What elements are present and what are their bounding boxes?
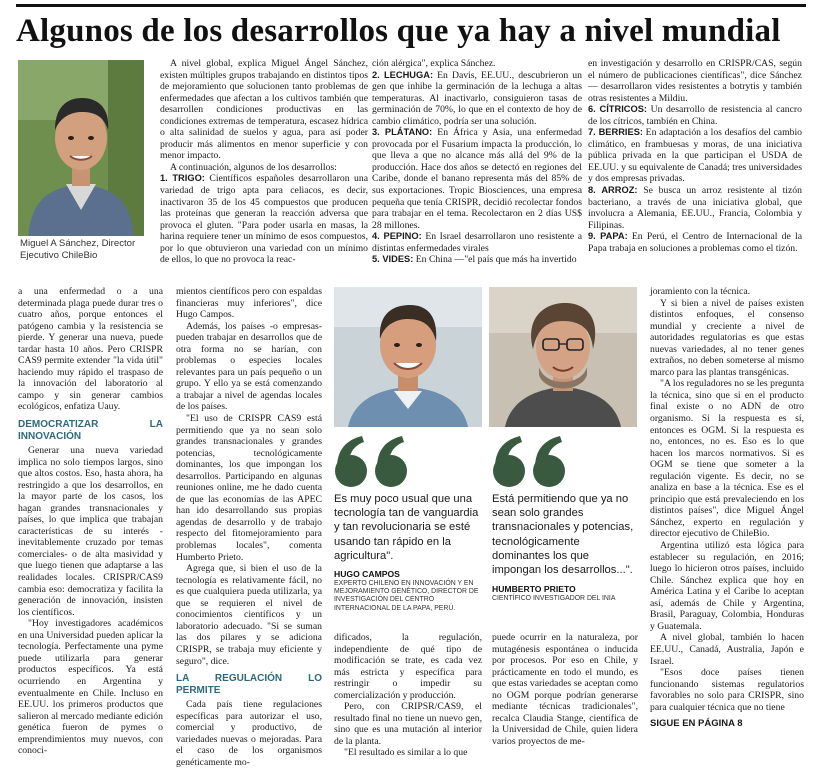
paragraph: Y si bien a nivel de países existen distintos enfoques, el consenso mundial y creciente a nivel de autoridades regulatorias es que estas nuevas variedades, al no tener genes extraños, no deben someterse al mismo marco para las plantas transgénicas.: [650, 297, 804, 378]
quote-mark-icon: [492, 436, 572, 488]
list-item: [588, 185, 802, 231]
paragraph: mientos científicos pero con espaldas financieras muy inferiores", dice Hugo Campos.: [176, 286, 322, 321]
paragraph: Agrega que, si bien el uso de la tecnología es relativamente fácil, no es que cualquiera pueda utilizarla, ya que se requieren el nivel de conocimientos científicos y un laboratorio adecuado. "Si se suman las dos pilares y se adiciona CRISPR, se trabaja muy eficiente y seguro", dice.: [176, 563, 322, 667]
paragraph: en investigación y desarrollo en CRISPR/CAS, según el número de publicaciones científicas", dice Sánchez— desarrollaron vides resistentes a botrytis y también otras resistentes a Mildiu.: [588, 58, 802, 104]
paragraph: "A los reguladores no se les pregunta la técnica, sino que si en el producto final existe o no ADN de otro organismo. Si la respuesta es sí, entonces es OGM. Si la respuesta es no, entonces, no es. Eso es lo que hacen los marcos normativos. Si es OGM se tiene que someter a la regulación vigente. Es decir, no se analiza en base a la técnica. Ese es el principio que está prevaleciendo en los distintos países", dice Miguel Ángel Sánchez, experto en regulación y director ejecutivo de ChileBio.: [650, 378, 804, 540]
paragraph: Argentina utilizó esta lógica para establecer su regulación, en 2016; luego lo hicieron otros países, incluido Chile. Sánchez explica que hoy en América Latina y el Caribe lo aceptan así, además de Chile y Argentina, Brasil, Paraguay, Colombia, Honduras y Guatemala.: [650, 540, 804, 632]
quote-author-role: EXPERTO CHILENO EN INNOVACIÓN Y EN MEJORAMIENTO GENÉTICO, DIRECTOR DE INVESTIGACIÓN DEL CENTRO INTERNACIONAL DE LA PAPA, PERÚ.: [334, 580, 479, 612]
paragraph: A nivel global, también lo hacen EE.UU., Canadá, Australia, Japón e Israel.: [650, 632, 804, 667]
paragraph: A nivel global, explica Miguel Ángel Sánchez, existen múltiples grupos trabajando en distintos tipos de mejoramiento que solucionen tanto problemas de enfermedades que afectan a los cultivos también que desarrollen condiciones productivas en las condiciones extremas de temperatura, escasez hídrica o alta salinidad de suelos y agua, para así poder producir más alimentos en menor superficie y con menor impacto.: [160, 58, 368, 162]
upper-column-3: [588, 58, 802, 264]
paragraph: "El uso de CRISPR CAS9 está permitiendo que ya no sean solo grandes transnacionales y grandes potencias, tecnológicamente dominantes, los que impongan los desarrollos. Participando en algunas reuniones online, me he dado cuenta de que las economías de las APEC han ido desarrollando sus propias agendas de desarrollo y de trabajo respecto del fitomejoramiento para problemas locales", comenta Humberto Prieto.: [176, 413, 322, 563]
item-text: En África y Asia, una enfermedad provocada por el Fusarium impacta la producción, lo que lleva a que no alcance más allá del 9% de la producción. Hace dos años se detectó en regiones del Caribe, donde el banano representa más del 85% de sus exportaciones. Tropic Biosciences, una empresa pequeña que tenía CRISPR, decidió recolectar fondos para trabajar en el tema. Recolectaron en 2 días US$ 28 millones.: [372, 127, 582, 231]
photo-hugo-campos: [334, 287, 482, 427]
paragraph: Pero, con CRIPSR/CAS9, el resultado final no tiene un nuevo gen, sino que es una mutación al interior de la planta.: [334, 701, 482, 747]
item-label: 7. BERRIES:: [588, 127, 643, 138]
photo-caption: Miguel A Sánchez, Director Ejecutivo ChileBio: [20, 238, 136, 261]
item-label: 5. VIDES:: [372, 254, 414, 265]
quote-text: Es muy poco usual que una tecnología tan de vanguardia y tan revolucionaria se esté usando tan rápido en la agricultura".: [334, 493, 479, 562]
top-rule: [16, 4, 806, 7]
item-label: 3. PLÁTANO:: [372, 127, 433, 138]
item-label: 6. CÍTRICOS:: [588, 104, 648, 115]
lower-column-3: [334, 632, 482, 762]
paragraph: Además, los países -o empresas- pueden trabajar en desarrollos que de otra forma no se harían, con problemas o especies locales relevantes para un país pequeño o un grupo. Y ello ya se está comenzando a trabajar a nivel de agendas locales de los países.: [176, 320, 322, 413]
item-text: En Perú, el Centro de Internacional de la Papa trabaja en soluciones a problemas como el tizón.: [588, 231, 802, 254]
item-text: Se busca un arroz resistente al tizón bacteriano, a través de una iniciativa global, que involucra a Alemania, EE.UU., Francia, Colombia y Filipinas.: [588, 185, 802, 231]
paragraph: joramiento con la técnica.: [650, 286, 751, 297]
lower-column-5: [650, 286, 804, 762]
lower-column-1: [18, 286, 163, 762]
paragraph: A continuación, algunos de los desarrollos:: [170, 161, 337, 173]
upper-column-1: [160, 58, 368, 264]
quote-author: HUGO CAMPOS: [334, 569, 400, 579]
section-subhead: DEMOCRATIZAR LA INNOVACIÓN: [18, 419, 163, 442]
item-text: En Davis, EE.UU., descubrieron un gen que inhibe la germinación de la lechuga a altas temperaturas. Al inactivarlo, consiguieron tasas de germinación de 70%, lo que en el contexto de hoy de cambio climático, podría ser una solución.: [372, 69, 582, 127]
list-item: [160, 173, 368, 265]
paragraph: "Esos doce países tienen funcionando sistemas regulatorios favorables no solo para CRISPR, sino para cualquier técnica que no tiene: [650, 667, 804, 713]
quote-author: HUMBERTO PRIETO: [492, 584, 576, 594]
upper-column-2: [372, 58, 582, 264]
paragraph: ción alérgica", explica Sánchez.: [372, 58, 496, 69]
section-subhead: LA REGULACIÓN LO PERMITE: [176, 673, 322, 696]
photo-miguel-sanchez: [18, 60, 144, 236]
paragraph: "Hoy investigadores académicos en una Universidad pueden aplicar la tecnología. Perfectamente una pyme puede utilizarla para generar productos específicos. Ya está ocurriendo en Argentina y eventualmente en Chile. Incluso en EE.UU. los primeros productos que salieron al mercado mediante edición genética fueron de pymes o emprendimientos muy nuevos, con conoci-: [18, 618, 163, 757]
quote-author-role: CIENTÍFICO INVESTIGADOR DEL INIA: [492, 595, 616, 602]
page-headline: Algunos de los desarrollos que ya hay a nivel mundial: [16, 13, 781, 49]
paragraph: "El resultado es similar a lo que: [344, 747, 468, 759]
paragraph: Generar una nueva variedad implica no solo tiempos largos, sino que altos costos. Eso, hasta ahora, ha restringido a que los desarrollos, en la mayor parte de los casos, los hagan grandes transnacionales y países, lo que implica que trabajan características de su interés -inevitablemente cruzado por temas comerciales- o de alta masividad y que luego tienen que adaptarse a las realidades locales. CRISPR/CAS9 cambia eso: democratiza y facilita la generación de innovación, insisten los científicos.: [18, 445, 163, 618]
continued-on-page-link[interactable]: SIGUE EN PÁGINA 8: [650, 718, 743, 730]
item-label: 8. ARROZ:: [588, 185, 638, 196]
item-label: 2. LECHUGA:: [372, 69, 434, 80]
paragraph: a una enfermedad o a una determinada plaga puede durar tres o cuatro años, porque entonces el patógeno cambia y la resistencia se pierde. Y generar una nueva, puede tardar hasta 10 años. Pero CRISPR CAS9 permite extender "la vida útil" haciendo muy rápido el traspaso de la innovación del laboratorio al campo y sin generar cambios ecológicos, enfatiza Uauy.: [18, 286, 163, 413]
item-text: Un desarrollo de resistencia al cancro de los cítricos, también en China.: [588, 104, 802, 127]
paragraph: dificados, la regulación, independiente de qué tipo de modificación se trate, es cada vez más estricta y específica para restringir o impedir su comercialización y producción.: [334, 632, 482, 701]
lower-column-2: [176, 286, 322, 768]
list-item: [372, 231, 582, 254]
list-item: [372, 70, 582, 128]
quote-mark-icon: [334, 436, 414, 488]
list-item: [588, 231, 802, 254]
lower-column-4: [492, 632, 638, 762]
paragraph: Cada país tiene regulaciones específicas para autorizar el uso, comercial y productivo, de variedades nuevas o mejoradas. Para el caso de los organismos genéticamente mo-: [176, 699, 322, 768]
list-item: [372, 254, 582, 266]
item-label: 4. PEPINO:: [372, 231, 422, 242]
item-label: 1. TRIGO:: [160, 173, 205, 184]
list-item: [588, 127, 802, 185]
item-label: 9. PAPA:: [588, 231, 628, 242]
item-text: Científicos españoles desarrollaron una variedad de trigo apta para celiacos, es decir, inactivaron 35 de los 45 compuestos que producen las proteínas que generan la reacción adversa que provoca el gluten. "Para poder usarla en masas, la harina requiere tener un mínimo de esos compuestos, por lo que obtuvieron una variedad con un mínimo de ellos, lo que no provoca la reac-: [160, 173, 368, 266]
list-item: [372, 127, 582, 231]
paragraph: puede ocurrir en la naturaleza, por mutagénesis espontánea o inducida por procesos. Por eso en Chile, y prácticamente en todo el mundo, es que estas variedades se aceptan como no OGM porque podrían generarse mediante técnicas tradicionales", recalca Claudia Stange, científica de la Universidad de Chile, quien lidera varios proyectos de me-: [492, 632, 638, 747]
list-item: [588, 104, 802, 127]
item-text: En adaptación a los desafíos del cambio climático, en frambuesas y moras, de una iniciativa pública privada en la que participan el USDA de EE.UU. y su equivalente de Canadá; tres universidades y dos empresas privadas.: [588, 127, 802, 185]
item-text: En Israel desarrollaron uno resistente a distintas enfermedades virales: [372, 231, 582, 254]
photo-humberto-prieto: [489, 287, 637, 427]
quote-text: Está permitiendo que ya no sean solo grandes transnacionales y potencias, tecnológicamente dominantes los que impongan los desarrollos...".: [492, 493, 634, 577]
item-text: En China —"el país que más ha invertido: [413, 254, 577, 266]
